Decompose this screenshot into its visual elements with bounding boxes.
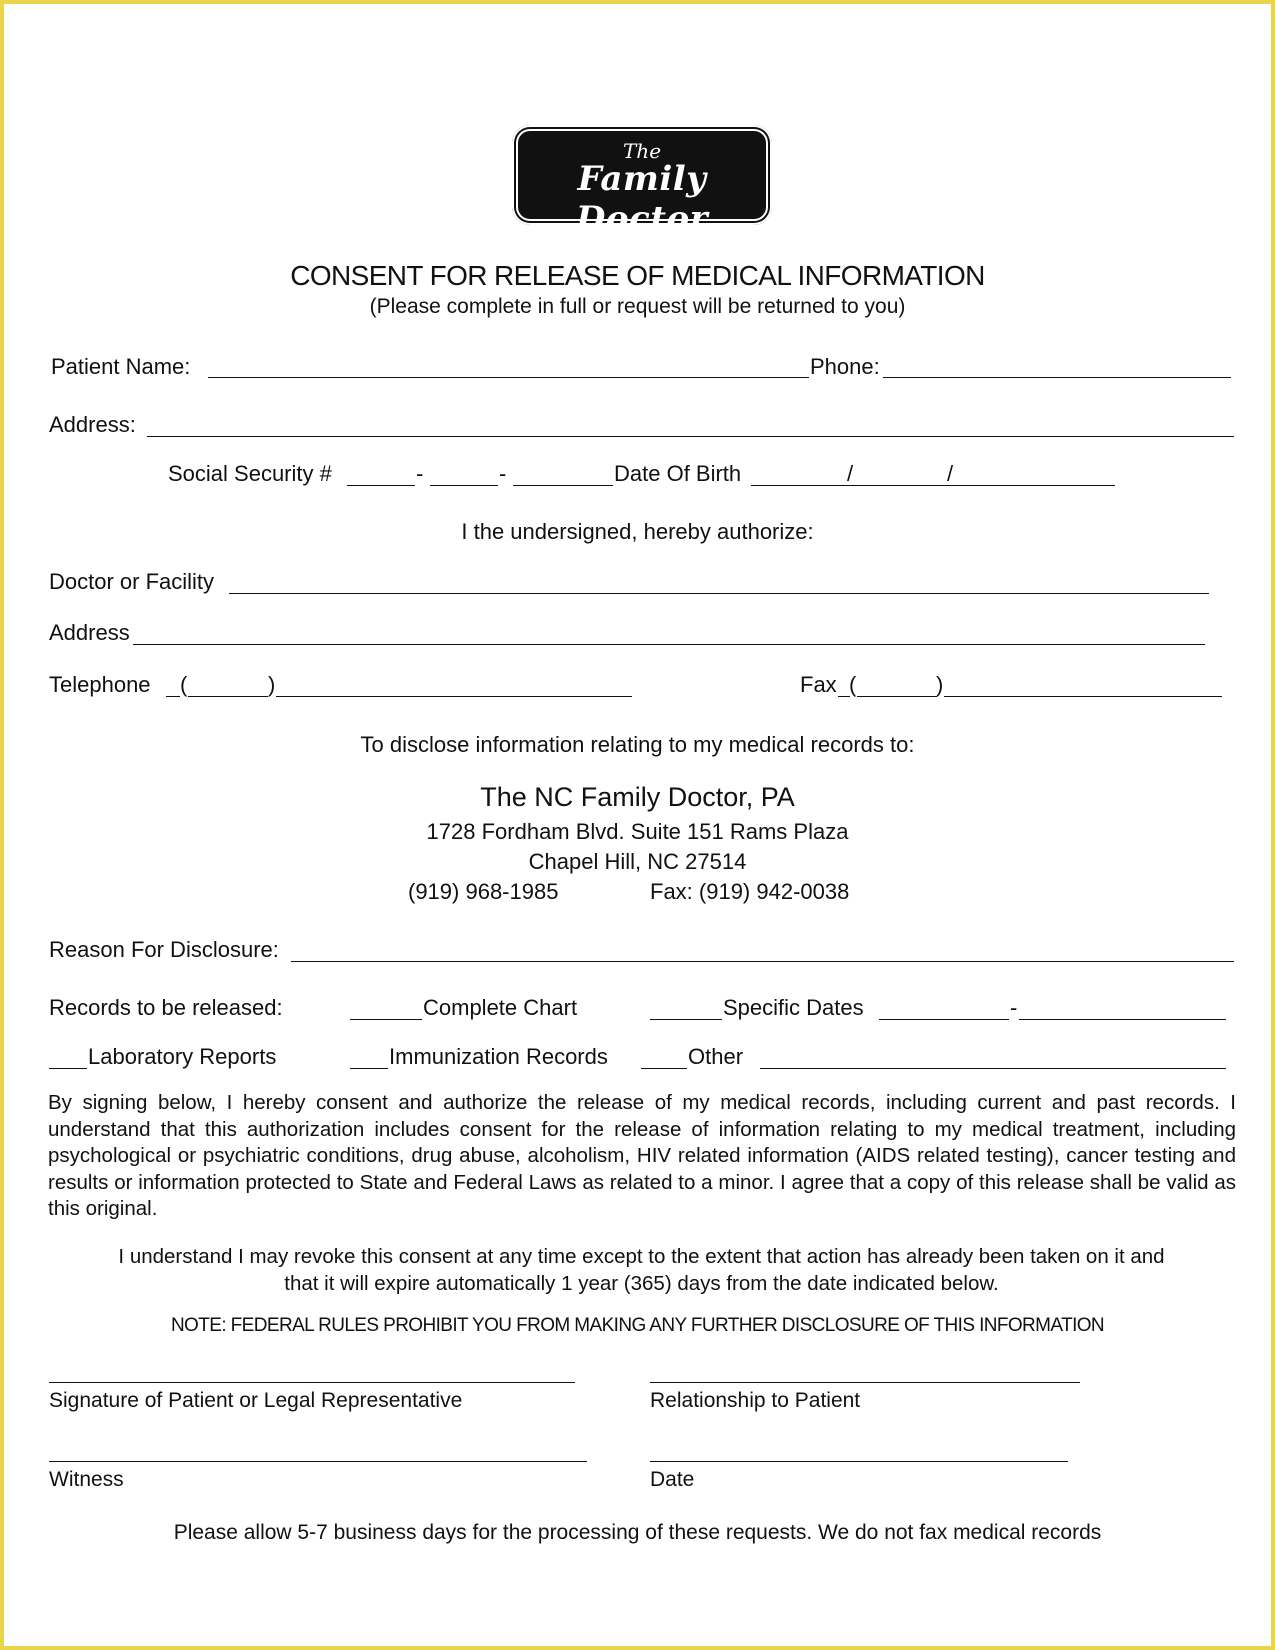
patient-address-label: Address: bbox=[49, 412, 136, 437]
federal-rules-note: NOTE: FEDERAL RULES PROHIBIT YOU FROM MAKING ANY FURTHER DISCLOSURE OF THIS INFORMATION bbox=[170, 1315, 1105, 1336]
fax-paren-close: ) bbox=[936, 672, 944, 697]
immunization-checkbox[interactable] bbox=[350, 1068, 388, 1069]
specific-dates-from-field[interactable] bbox=[879, 1019, 1009, 1020]
patient-name-field[interactable] bbox=[208, 377, 809, 378]
facility-address-field[interactable] bbox=[133, 644, 1205, 645]
telephone-number-field[interactable] bbox=[276, 696, 632, 697]
ssn-field-1[interactable] bbox=[347, 485, 415, 486]
witness-signature-field[interactable] bbox=[49, 1461, 587, 1462]
ssn-separator-1: - bbox=[416, 461, 424, 486]
reason-label: Reason For Disclosure: bbox=[49, 937, 279, 962]
logo-text-big: Family Doctor bbox=[575, 159, 709, 239]
telephone-paren-close: ) bbox=[268, 672, 276, 697]
relationship-label: Relationship to Patient bbox=[650, 1389, 861, 1412]
dob-separator-2: / bbox=[947, 461, 954, 486]
specific-dates-checkbox[interactable] bbox=[650, 1019, 722, 1020]
revoke-paragraph: I understand I may revoke this consent at any time except to the extent that action has already been taken on it and that it will expire automatically 1 year (365) days from the date indicated below. bbox=[118, 1245, 1165, 1295]
fax-number-field[interactable] bbox=[944, 696, 1222, 697]
logo-text-small: The bbox=[622, 139, 662, 163]
reason-field[interactable] bbox=[291, 961, 1234, 962]
fax-area-code-field[interactable] bbox=[857, 696, 937, 697]
processing-footer: Please allow 5-7 business days for the processing of these requests. We do not fax medical records bbox=[173, 1521, 1102, 1544]
recipient-fax: Fax: (919) 942-0038 bbox=[650, 879, 850, 904]
recipient-phone: (919) 968-1985 bbox=[408, 879, 559, 904]
facility-field[interactable] bbox=[229, 593, 1209, 594]
dob-separator-1: / bbox=[847, 461, 854, 486]
recipient-address-line-1: 1728 Fordham Blvd. Suite 151 Rams Plaza bbox=[426, 819, 849, 844]
specific-dates-label: Specific Dates bbox=[723, 995, 864, 1020]
phone-field[interactable] bbox=[883, 377, 1231, 378]
patient-address-field[interactable] bbox=[147, 436, 1234, 437]
witness-label: Witness bbox=[49, 1468, 124, 1491]
ssn-label: Social Security # bbox=[168, 461, 332, 486]
specific-dates-to-field[interactable] bbox=[1019, 1019, 1226, 1020]
disclose-intro: To disclose information relating to my medical records to: bbox=[360, 732, 915, 757]
recipient-address-line-2: Chapel Hill, NC 27514 bbox=[528, 849, 747, 874]
family-doctor-logo bbox=[512, 125, 772, 239]
phone-label: Phone: bbox=[810, 354, 880, 379]
complete-chart-checkbox[interactable] bbox=[350, 1019, 422, 1020]
other-label: Other bbox=[688, 1044, 744, 1069]
lab-reports-label: Laboratory Reports bbox=[88, 1044, 277, 1069]
telephone-area-code-field[interactable] bbox=[188, 696, 268, 697]
facility-label: Doctor or Facility bbox=[49, 569, 215, 594]
immunization-label: Immunization Records bbox=[389, 1044, 608, 1069]
date-label: Date bbox=[650, 1468, 695, 1491]
recipient-org-name: The NC Family Doctor, PA bbox=[480, 782, 795, 812]
authorize-intro: I the undersigned, hereby authorize: bbox=[461, 519, 814, 544]
fax-label: Fax bbox=[800, 672, 837, 697]
patient-signature-field[interactable] bbox=[49, 1382, 575, 1383]
telephone-line-lead bbox=[166, 696, 180, 697]
form-subtitle: (Please complete in full or request will be returned to you) bbox=[369, 295, 906, 318]
dob-label: Date Of Birth bbox=[614, 461, 742, 486]
ssn-separator-2: - bbox=[499, 461, 507, 486]
other-checkbox[interactable] bbox=[641, 1068, 687, 1069]
form-title: CONSENT FOR RELEASE OF MEDICAL INFORMATION bbox=[290, 260, 985, 291]
date-field[interactable] bbox=[650, 1461, 1068, 1462]
other-field[interactable] bbox=[760, 1068, 1226, 1069]
telephone-paren-open: ( bbox=[180, 672, 188, 697]
specific-dates-separator: - bbox=[1010, 995, 1018, 1020]
patient-signature-label: Signature of Patient or Legal Representative bbox=[49, 1389, 463, 1412]
telephone-label: Telephone bbox=[49, 672, 151, 697]
ssn-field-3[interactable] bbox=[513, 485, 613, 486]
fax-paren-open: ( bbox=[849, 672, 857, 697]
patient-name-label: Patient Name: bbox=[51, 354, 191, 379]
dob-field[interactable] bbox=[751, 485, 1115, 486]
lab-reports-checkbox[interactable] bbox=[49, 1068, 87, 1069]
consent-paragraph: By signing below, I hereby consent and authorize the release of my medical records, including current and past records. I understand that this authorization includes consent for the release of information relating to my medical treatment, including psychological or psychiatric conditions, drug abuse, alcoholism, HIV related information (AIDS related testing), cancer testing and results or information protected to State and Federal Laws as related to a minor. I agree that a copy of this release shall be valid as this original. bbox=[48, 1091, 1236, 1220]
ssn-field-2[interactable] bbox=[430, 485, 498, 486]
relationship-field[interactable] bbox=[650, 1382, 1080, 1383]
complete-chart-label: Complete Chart bbox=[423, 995, 578, 1020]
records-label: Records to be released: bbox=[49, 995, 283, 1020]
facility-address-label: Address bbox=[49, 620, 130, 645]
